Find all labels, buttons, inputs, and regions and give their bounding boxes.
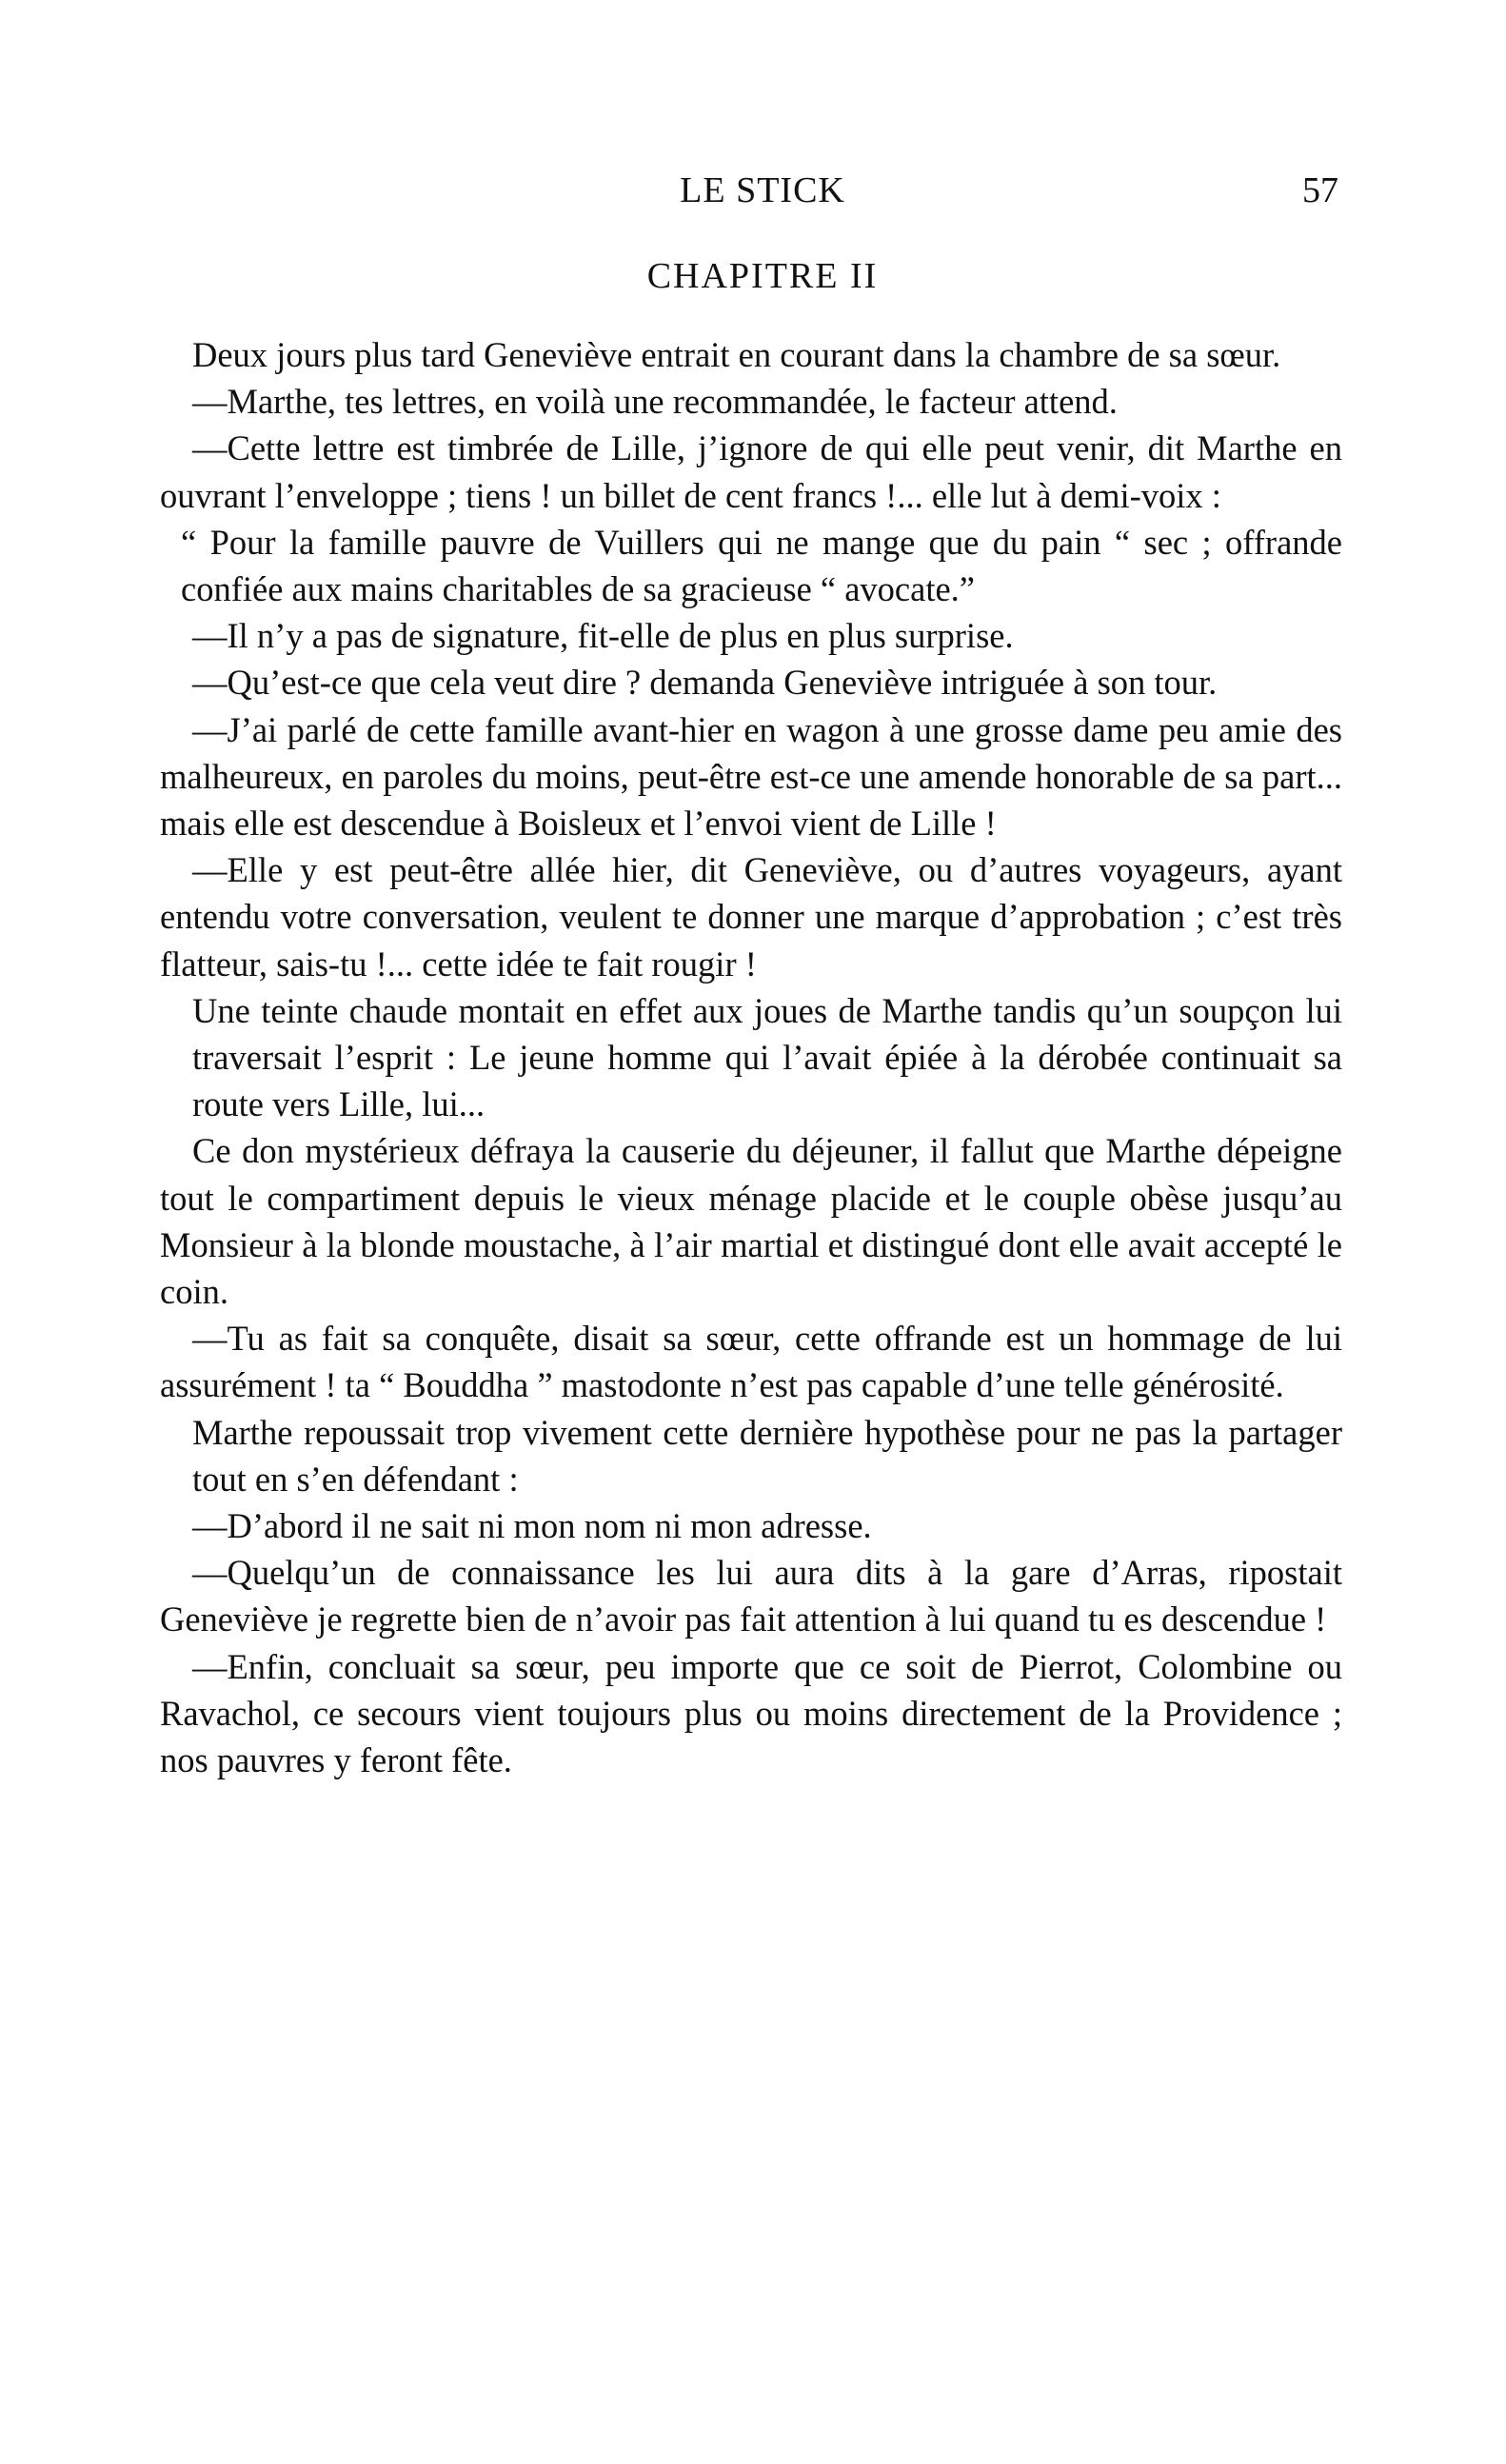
body-text [160,331,1342,1783]
paragraph: Deux jours plus tard Geneviève entrait en courant dans la chambre de sa sœur. [192,335,1281,374]
paragraph: —Il n’y a pas de signature, fit-elle de plus en plus surprise. [192,616,1014,656]
paragraph: —Qu’est-ce que cela veut dire ? demanda Geneviève intriguée à son tour. [192,663,1218,703]
paragraph: —Tu as fait sa conquête, disait sa sœur, cette offrande est un hommage de lui assurément ! ta “ Bouddha ” mastodonte n’est pas capable d’une telle générosité. [160,1319,1342,1405]
paragraph: —J’ai parlé de cette famille avant-hier en wagon à une grosse dame peu amie des malheureux, en paroles du moins, peut-être est-ce une amende honorable de sa part... mais elle est descendue à Boisleux et l’envoi vient de Lille ! [160,709,1342,844]
paragraph: —Elle y est peut-être allée hier, dit Geneviève, ou d’autres voyageurs, ayant entendu votre conversation, veulent te donner une marque d’approbation ; c’est très flatteur, sais-tu !... cette idée te fait rougir ! [160,850,1342,984]
paragraph: —Enfin, concluait sa sœur, peu importe que ce soit de Pierrot, Colombine ou Ravachol, ce secours vient toujours plus ou moins directement de la Providence ; nos pauvres y feront fête. [160,1646,1342,1780]
quoted-letter: “ Pour la famille pauvre de Vuillers qui ne mange que du pain “ sec ; offrande confiée aux mains charitables de sa gracieuse “ avocate.” [181,522,1342,609]
paragraph: Marthe repoussait trop vivement cette dernière hypothèse pour ne pas la partager tout en s’en défendant : [192,1412,1342,1499]
running-title: LE STICK [680,170,845,210]
page-number: 57 [1302,170,1338,210]
paragraph: —D’abord il ne sait ni mon nom ni mon adresse. [192,1506,872,1546]
paragraph: —Marthe, tes lettres, en voilà une recommandée, le facteur attend. [192,382,1118,422]
paragraph: Ce don mystérieux défraya la causerie du déjeuner, il fallut que Marthe dépeigne tout le compartiment depuis le vieux ménage placide et le couple obèse jusqu’au Monsieur à la blonde moustache, à l’air martial et distingué dont elle avait accepté le coin. [160,1131,1342,1312]
chapter-title: CHAPITRE II [646,256,879,296]
paragraph: —Quelqu’un de connaissance les lui aura dits à la gare d’Arras, ripostait Geneviève je regrette bien de n’avoir pas fait attention à lui quand tu es descendue ! [160,1553,1342,1639]
paragraph: —Cette lettre est timbrée de Lille, j’ignore de qui elle peut venir, dit Marthe en ouvrant l’enveloppe ; tiens ! un billet de cent francs !... elle lut à demi-voix : [160,428,1342,515]
paragraph: Une teinte chaude montait en effet aux joues de Marthe tandis qu’un soupçon lui traversait l’esprit : Le jeune homme qui l’avait épiée à la dérobée continuait sa route vers Lille, lui... [192,990,1342,1124]
